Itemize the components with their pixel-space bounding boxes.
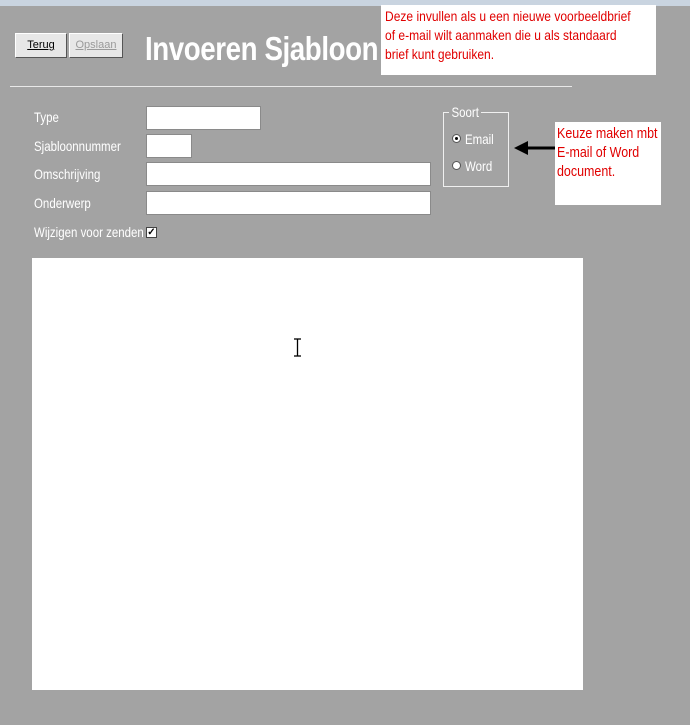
annotation-side-note [555, 122, 661, 205]
sjabloonnummer-input[interactable] [146, 134, 192, 158]
annotation-top-note [381, 5, 656, 75]
page-title: Invoeren Sjabloon [145, 30, 379, 67]
omschrijving-label: Omschrijving [34, 166, 101, 182]
annotation-side-line: Keuze maken mbt [557, 126, 658, 142]
email-radio[interactable] [452, 134, 461, 143]
wijzigen-voor-zenden-checkbox[interactable]: ✓ [147, 227, 156, 238]
opslaan-button[interactable]: Opslaan [69, 33, 123, 58]
word-radio-label[interactable]: Word [465, 158, 493, 174]
annotation-top-line: of e-mail wilt aanmaken die u als standaard [385, 27, 617, 43]
annotation-top-line: Deze invullen als u een nieuwe voorbeeldbrief [385, 8, 631, 24]
onderwerp-input[interactable] [146, 191, 431, 215]
type-input[interactable] [146, 106, 261, 130]
soort-option-group [443, 112, 509, 187]
soort-group-label: Soort [449, 104, 481, 120]
onderwerp-label: Onderwerp [34, 195, 91, 211]
email-radio-label[interactable]: Email [465, 131, 494, 147]
omschrijving-input[interactable] [146, 162, 431, 186]
annotation-side-line: E-mail of Word [557, 145, 640, 161]
annotation-top-line: brief kunt gebruiken. [385, 46, 495, 62]
terug-button[interactable]: Terug [15, 33, 67, 58]
type-label: Type [34, 109, 59, 125]
word-radio[interactable] [452, 161, 461, 170]
text-cursor-icon [293, 338, 302, 357]
template-body-editor[interactable] [32, 258, 583, 690]
sjabloonnummer-label: Sjabloonnummer [34, 138, 121, 154]
arrow-left-icon [514, 140, 556, 156]
wijzigen-voor-zenden-label: Wijzigen voor zenden [34, 224, 144, 240]
title-divider [10, 86, 572, 87]
annotation-side-line: document. [557, 164, 616, 180]
